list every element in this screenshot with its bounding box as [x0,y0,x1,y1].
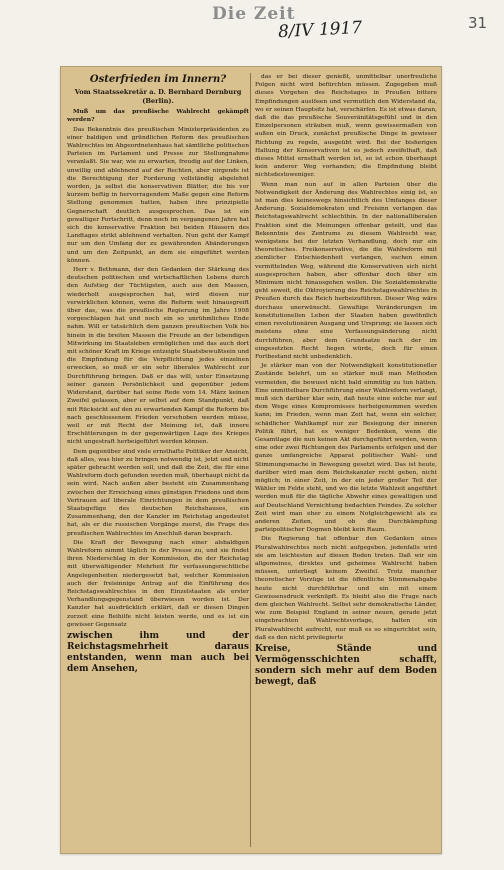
article-paragraph: Herr v. Bethmann, der den Gedanken der Stärkung des deutschen politischen und wirtschaftlichen Lebens durch den Aufstieg der Tüchtigsten, auch aus den Massen, wiederholt ausgesprochen hat, wird diesen nur verwirklichen können, wenn die Reform weit hinausgreift über das, was die preußische Regierung im Jahre 1908 vorgeschlagen hat und noch ein so unrühmliches Ende nahm. Will er tatsächlich dem ganzen preußischen Volk bis hinein in die breiten Massen die Freude an der lebendigen Mitwirkung im Staatsleben ermöglichen und das auch dort mit schöner Kraft im Kriege entzeigte Staatsbewußtsein und die Empfindung für die Verpflichtung jedes einzelnen erwecken, so muß er ein sehr liberales Wahlrecht zur Durchführung bringen. Daß er das will, unter Einsetzung seiner ganzen Persönlichkeit und gegenüber jedem Widerstand, darüber hat seine Rede vom 14. März keinen Zweifel gelassen, aber er selbst auf dem Standpunkt, daß mit Rücksicht auf den zu erwartenden Kampf die Reform bis nach geschlossenem Frieden verschoben werden müsse, weil er mit Recht der Meinung ist, daß innere Erschütterungen in der gegenwärtigen Lage des Krieges nicht ungestraft herbeigeführt werden können. [67,267,249,446]
handwritten-date: 8/IV 1917 [277,17,363,43]
newspaper-name-stamp: Die Zeit [212,4,296,24]
article-column-right [255,73,437,847]
article-bottom-line-left: zwischen ihm und der Reichstagsmehrheit daraus entstanden, wenn man auch bei dem Ansehen, [67,630,249,674]
article-paragraph: Wenn man nun auf in allen Parteien über die Notwendigkeit der Änderung des Wahlrechtes einig ist, so ist man dies keineswegs hinsichtlich des Umfanges dieser Änderung. Sozialdemokraten und Freisinn verlangen das Reichstagswahlrecht schlechthin. In der nationalliberalen Fraktion sind die Meinungen offenbar geteilt, und das Bekenntnis des Zentrums zu diesem Wahlrecht war, wenigstens bei der letzten Verhandlung, doch nur ein theoretisches. Freikonservative, die die Wahlreform mit ziemlicher Entschiedenheit verlangen, suchen einen vermittelnden Weg, während die Konservativen sich nicht ausgesprochen haben, aber offenbar doch über ein Minimum nicht hinausgehen wollen. Die Sozialdemokratie geht soweit, die Oktroyierung des Reichstagswahlrechtes in Preußen durch das Reich herbeizuführen. Dieser Weg wäre durchaus unerwünscht. Gewaltige Veränderungen im konstitutionellen Leben der Staaten haben gewöhnlich einen revolutionären Ausgang und Ursprung; sie lassen sich meistens ohne eine Verfassungsänderung nicht durchführen, aber dem Grundsatze nach der im eingesetzten Recht liegen würde, doch für einen Fortbestand nicht unbedenklich. [255,181,437,360]
article-paragraph: Muß um das preußische Wahlrecht gekämpft werden? [67,108,249,124]
newspaper-clipping [60,66,442,854]
article-bottom-line-right: Kreise, Stände und Vermögensschichten schafft, sondern sich mehr auf dem Boden bewegt, daß [255,644,437,688]
page-masthead [0,0,504,43]
article-paragraph: Die Regierung hat offenbar den Gedanken eines Pluralwahlrechtes noch nicht aufgegeben, jedenfalls wird sie am leichtesten auf diesen Boden treten. Daß wir ein allgemeines, direktes und geheimes Wahlrecht haben müssen, unterliegt keinem Zweifel. Trotz mancher theoretischer Vorzüge ist die öffentliche Stimmenabgabe heute nicht durchführbar und ein mit einem Gewissensdruck verknüpft. Es bleibt also die Frage nach dem gleichen Wahlrecht. Selbst sehr demokratische Länder, wie zum Beispiel England in seiner neuen, gerade jetzt eingebrachten Wahlrechtsvorlage, halten ein Pluralwahlrecht aufrecht, nur muß es so eingerichtet sein, daß es den nicht privilegierte [255,536,437,641]
article-byline: Vom Staatssekretär a. D. Bernhard Dernburg (Berlin). [74,88,242,105]
article-paragraph: Das Bekenntnis des preußischen Ministerpräsidenten zu einer baldigen und gründlichen Reform des preußischen Wahlrechtes im Abgeordnetenhaus hat sämtliche politischen Parteien im Parlament und Presse zur Stellungnahme veranlaßt. Sie war, wie zu erwarten, freudig auf der Linken, unwillig und ablehnend auf der Rechten, aber nirgends ist die Berechtigung der Forderung vollständig abgelehnt worden, ja selbst die konservativen Blätter, die bis vor kurzem heftig in hervorragendem Maße gegen eine Reform Stellung genommen hatten, haben ihre prinzipielle Gegnerschaft deutlich ausgesprochen. Das ist ein gewaltiger Fortschritt, denn noch im vergangenen Jahre hat sich die konservative Fraktion bei beiden Häusern des Landtages strikt ablehnend verhalten. Nun geht der Kampf nur um den Umfang der zu gewährenden Abänderungen und um den Zeitpunkt, an dem sie eingeführt werden können. [67,126,249,264]
column-divider [250,73,251,847]
article-paragraph: Die Kraft der Bewegung nach einer alsbaldigen Wahlreform nimmt täglich in der Presse zu, und sie findet ihren Niederschlag in der Kommission, die der Reichstag mit überwältigender Mehrheit für verfassungsrechtliche Angelegenheiten niedergesetzt hat, welcher Kommission auch der freisinnige Antrag auf die Einführung des Reichstagswahlrechtes in den Einzelstaaten als erster Verhandlungsgegenstand überwiesen worden ist. Der Kanzler hat ausdrücklich erklärt, daß er diesen Dingen zurzeit eine Beihilfe nicht leisten werde, und es ist ein gewisser Gegensatz [67,539,249,628]
article-paragraph: das er bei dieser genießt, unmittelbar unerfreuliche Folgen nicht wird befürchten müssen. Zugegeben muß dieses Vorgehen des Reichstages in Preußen bittere Empfindungen auslösen und vermutlich den Widerstand da, wo er seinen Hauptsitz hat, verschärfen. Es ist etwas daran, daß die das preußische Souveränitätsgefühl und in den Einzelpersonen sträuben muß, wenn gewissermaßen von außen ein Druck, zunächst preußische Dinge in gewisser Richtung zu regeln, ausgeübt wird. Bei der bisherigen Haltung der Konservativen ist es jedoch zweifelhaft, daß dieses Mittel ernsthaft werden ist, so ist schon überhaupt kein anderer Weg vorhanden; die Empfindung bleibt nichtsdestoweniger. [255,74,437,179]
article-paragraph: Dem gegenüber sind viele ernsthafte Politiker der Ansicht, daß alles, was hier zu bringen notwendig ist, jetzt und nicht später gebracht werden soll, und daß die Zeit, die für eine Wahlreform doch gefunden werden muß, überhaupt nicht da sein wird. Nach außen aber besteht ein Zusammenhang zwischen der Erreichung eines günstigen Friedens und dem Vertrauen auf liberale Einrichtungen in dem preußischen Staatsgefüge des deutschen Reichshauses, ein Zusammenhang, den der Kanzler im Reichstag angedeutet hat, als er die russischen Vorgänge zuerst, die Frage des preußischen Wahlrechtes im Anschluß daran besprach. [67,448,249,537]
article-paragraph: Je stärker man von der Notwendigkeit konstitutioneller Zustände belehrt, um so stärker muß man Methoden vermeiden, die bewusst nicht bald einmütig zu tun hätten. Eine unmittelbare Durchführung einer Wahlreform verlangt, muß sich darüber klar sein, daß heute eine solche nur auf dem Wege eines Kompromisses herbeigenommen werden kann; im Frieden, wenn man Zeit hat, wenn ein solcher, schädlicher Wahlkampf nur zur Besiegung der inneren Politik führt, hat es weniger Bedenken, wenn die Gesamtlage die nun keinen Akt durchgeführt werden, wenn eine oder zwei Richtungen des Parlaments erfolgen und der ganze umfangreiche Apparat politischer Wahl- und Stimmungsmache in Bewegung gesetzt wird. Das ist heute, darüber wird man dem Reichskanzler recht geben, nicht möglich; in einer Zeit, in der ein jeder großer Teil der Wähler im Felde steht, und wo die letzte Wahlzeit angeführt werden muß für die tägliche Abwehr eines gewaltigen und auf Deutschland Vernichtung bedachten Feindes. Zu solcher Zeit wird man eher zu einem Notgleichgewicht als zu anderen Zeiten, und ob die Durchkämpfung parteipolitischer Dogmen bleibt kein Raum. [255,363,437,534]
page-number: 31 [468,14,488,32]
article-headline: Osterfrieden im Innern? [89,74,227,85]
article-column-left [67,73,249,847]
